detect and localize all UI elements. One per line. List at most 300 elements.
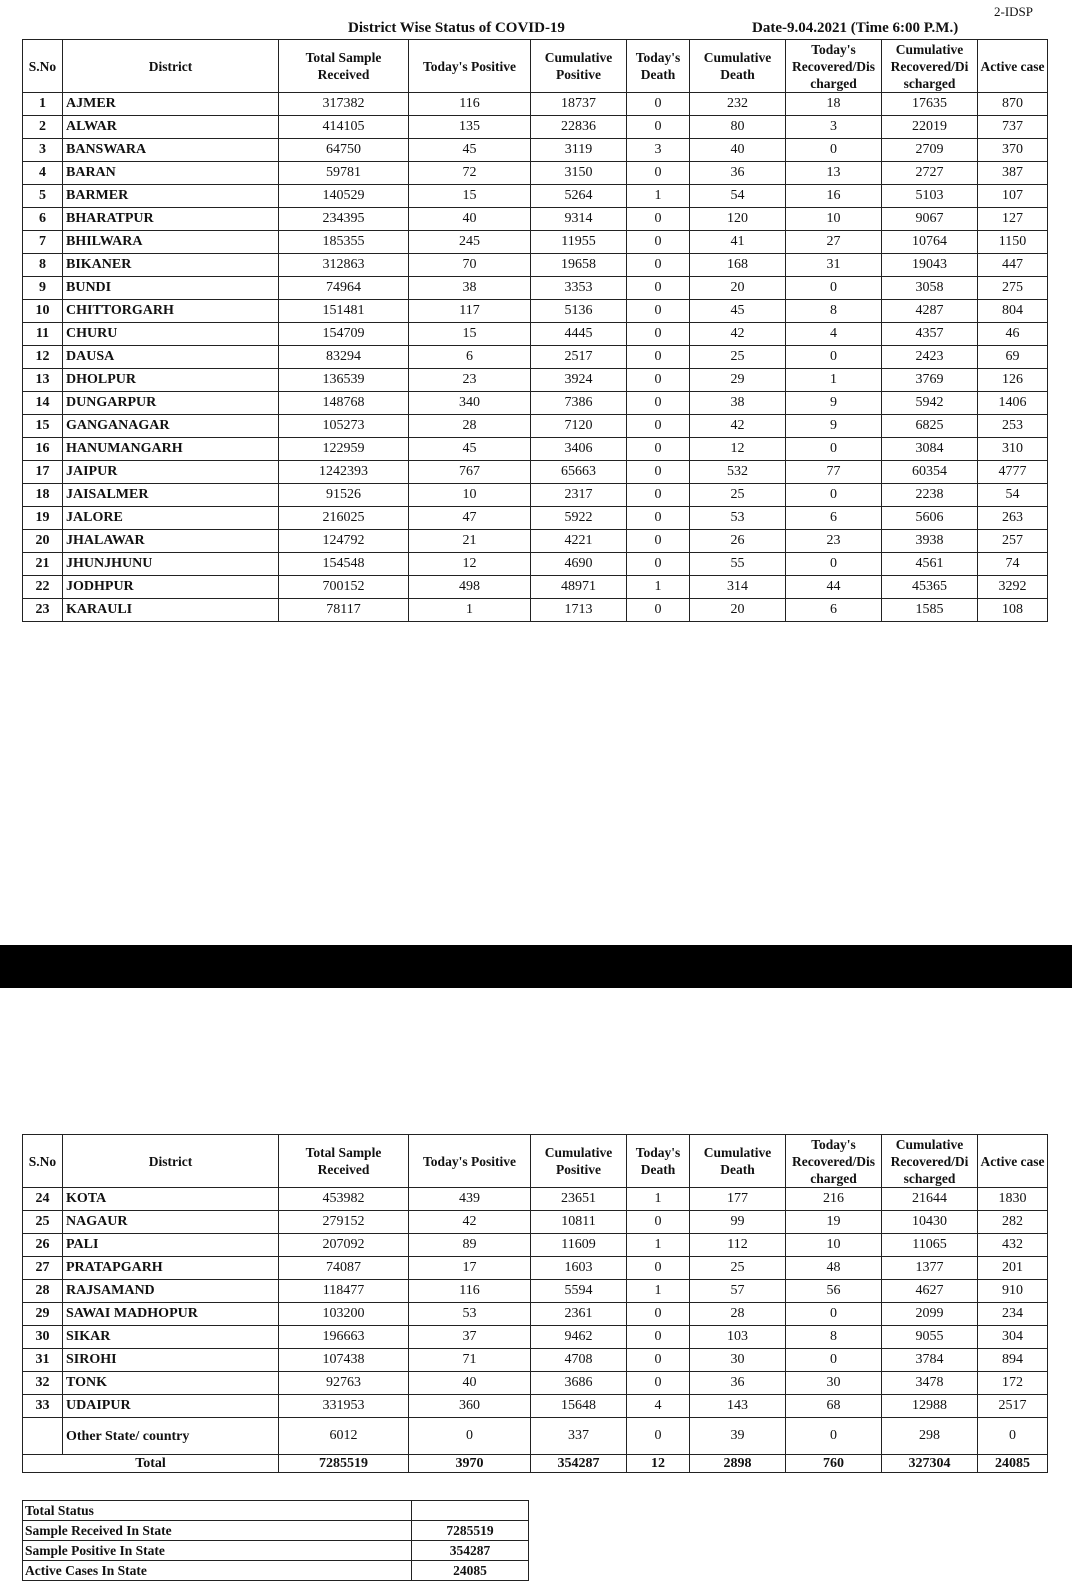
table-row <box>23 1257 1048 1280</box>
table-cell: 36 <box>690 1372 786 1395</box>
serial-number: 29 <box>23 1303 63 1326</box>
table-cell: 65663 <box>531 461 627 484</box>
table-cell: 0 <box>627 553 690 576</box>
table-cell: 10764 <box>882 231 978 254</box>
table-cell: 27 <box>786 231 882 254</box>
table-cell: 0 <box>627 369 690 392</box>
table-cell: 103200 <box>279 1303 409 1326</box>
table-row <box>23 1280 1048 1303</box>
district-name: JAIPUR <box>63 461 279 484</box>
table-cell: 28 <box>409 415 531 438</box>
document-title: District Wise Status of COVID-19 <box>348 20 565 36</box>
table-cell: 1 <box>627 1188 690 1211</box>
table-cell: 234395 <box>279 208 409 231</box>
table-cell: 23 <box>409 369 531 392</box>
table-cell: 0 <box>627 599 690 622</box>
table-cell: 3 <box>627 139 690 162</box>
serial-number: 9 <box>23 277 63 300</box>
status-value: 7285519 <box>412 1521 529 1541</box>
table-cell: 136539 <box>279 369 409 392</box>
district-name: JODHPUR <box>63 576 279 599</box>
serial-number: 4 <box>23 162 63 185</box>
table-row <box>23 553 1048 576</box>
header-todays-positive: Today's Positive <box>409 1135 531 1188</box>
total-cell: 760 <box>786 1455 882 1473</box>
district-name: DAUSA <box>63 346 279 369</box>
table-cell: 10 <box>786 208 882 231</box>
total-row <box>23 1455 1048 1473</box>
table-cell: 11609 <box>531 1234 627 1257</box>
table-cell: 360 <box>409 1395 531 1418</box>
table-cell: 312863 <box>279 254 409 277</box>
table-cell: 143 <box>690 1395 786 1418</box>
table-cell: 151481 <box>279 300 409 323</box>
table-cell: 4 <box>786 323 882 346</box>
district-name: BARAN <box>63 162 279 185</box>
table-cell: 6 <box>786 507 882 530</box>
header-todays-death: Today's Death <box>627 1135 690 1188</box>
table-cell: 57 <box>690 1280 786 1303</box>
table-cell: 340 <box>409 392 531 415</box>
table-cell: 0 <box>627 415 690 438</box>
total-cell: 3970 <box>409 1455 531 1473</box>
serial-number: 7 <box>23 231 63 254</box>
table-cell: 337 <box>531 1418 627 1455</box>
table-cell: 1 <box>627 1234 690 1257</box>
district-name: KOTA <box>63 1188 279 1211</box>
district-name: RAJSAMAND <box>63 1280 279 1303</box>
table-cell: 68 <box>786 1395 882 1418</box>
status-value: 354287 <box>412 1541 529 1561</box>
table-cell: 0 <box>409 1418 531 1455</box>
table-cell: 83294 <box>279 346 409 369</box>
table-cell: 36 <box>690 162 786 185</box>
table-cell: 804 <box>978 300 1048 323</box>
district-table-part-2 <box>22 1134 1048 1473</box>
table-cell: 92763 <box>279 1372 409 1395</box>
table-row <box>23 461 1048 484</box>
table-cell: 74 <box>978 553 1048 576</box>
table-row <box>23 1211 1048 1234</box>
table-cell: 72 <box>409 162 531 185</box>
table-cell: 15648 <box>531 1395 627 1418</box>
table-cell: 30 <box>786 1372 882 1395</box>
status-label: Sample Positive In State <box>23 1541 412 1561</box>
table-cell: 64750 <box>279 139 409 162</box>
table-cell: 38 <box>409 277 531 300</box>
table-cell: 5922 <box>531 507 627 530</box>
table-cell: 201 <box>978 1257 1048 1280</box>
table-cell: 498 <box>409 576 531 599</box>
table-cell: 870 <box>978 93 1048 116</box>
table-cell: 387 <box>978 162 1048 185</box>
table-cell: 1 <box>627 185 690 208</box>
table-cell: 16 <box>786 185 882 208</box>
table-cell: 9 <box>786 415 882 438</box>
table-cell: 5594 <box>531 1280 627 1303</box>
table-cell: 7386 <box>531 392 627 415</box>
table-cell: 3058 <box>882 277 978 300</box>
table-cell: 370 <box>978 139 1048 162</box>
table-cell: 120 <box>690 208 786 231</box>
table-cell: 0 <box>627 438 690 461</box>
table-cell: 46 <box>978 323 1048 346</box>
table-cell: 19658 <box>531 254 627 277</box>
table-row <box>23 530 1048 553</box>
table-cell: 25 <box>690 346 786 369</box>
table-cell: 11065 <box>882 1234 978 1257</box>
total-status-box <box>22 1500 529 1581</box>
table-cell: 245 <box>409 231 531 254</box>
table-cell: 0 <box>786 553 882 576</box>
district-name: JALORE <box>63 507 279 530</box>
header-active-case: Active case <box>978 1135 1048 1188</box>
table-cell: 29 <box>690 369 786 392</box>
table-cell: 80 <box>690 116 786 139</box>
table-cell: 4357 <box>882 323 978 346</box>
serial-number: 18 <box>23 484 63 507</box>
district-name: BUNDI <box>63 277 279 300</box>
district-name: BANSWARA <box>63 139 279 162</box>
table-cell: 56 <box>786 1280 882 1303</box>
table-cell: 89 <box>409 1234 531 1257</box>
table-cell: 1713 <box>531 599 627 622</box>
table-cell: 279152 <box>279 1211 409 1234</box>
table-cell: 148768 <box>279 392 409 415</box>
district-name: UDAIPUR <box>63 1395 279 1418</box>
header-total-sample: Total Sample Received <box>279 40 409 93</box>
table-row <box>23 162 1048 185</box>
table-cell: 2423 <box>882 346 978 369</box>
status-label: Active Cases In State <box>23 1561 412 1581</box>
table-cell: 22836 <box>531 116 627 139</box>
table-cell: 18737 <box>531 93 627 116</box>
serial-number: 23 <box>23 599 63 622</box>
table-cell: 11955 <box>531 231 627 254</box>
serial-number: 3 <box>23 139 63 162</box>
serial-number: 6 <box>23 208 63 231</box>
table-cell: 23651 <box>531 1188 627 1211</box>
table-cell: 3784 <box>882 1349 978 1372</box>
table-cell: 2727 <box>882 162 978 185</box>
district-name: SIKAR <box>63 1326 279 1349</box>
total-cell: 24085 <box>978 1455 1048 1473</box>
table-cell: 23 <box>786 530 882 553</box>
table-row <box>23 1349 1048 1372</box>
table-cell: 3938 <box>882 530 978 553</box>
table-cell: 19043 <box>882 254 978 277</box>
serial-number: 11 <box>23 323 63 346</box>
table-cell: 55 <box>690 553 786 576</box>
table-cell: 54 <box>690 185 786 208</box>
table-cell: 0 <box>786 1349 882 1372</box>
serial-number: 20 <box>23 530 63 553</box>
table-cell: 432 <box>978 1234 1048 1257</box>
serial-number: 28 <box>23 1280 63 1303</box>
table-cell: 3924 <box>531 369 627 392</box>
table-cell: 22019 <box>882 116 978 139</box>
table-row <box>23 1395 1048 1418</box>
table-row <box>23 139 1048 162</box>
table-cell: 2099 <box>882 1303 978 1326</box>
table-cell: 10811 <box>531 1211 627 1234</box>
table-cell: 894 <box>978 1349 1048 1372</box>
table-cell: 116 <box>409 1280 531 1303</box>
black-separator-band <box>0 945 1072 988</box>
table-cell: 1603 <box>531 1257 627 1280</box>
table-cell: 263 <box>978 507 1048 530</box>
table-cell: 4287 <box>882 300 978 323</box>
header-cumulative-positive: Cumulative Positive <box>531 1135 627 1188</box>
table-cell: 0 <box>627 1257 690 1280</box>
serial-number: 27 <box>23 1257 63 1280</box>
table-cell: 0 <box>627 484 690 507</box>
header-sno: S.No <box>23 1135 63 1188</box>
serial-number: 8 <box>23 254 63 277</box>
table-cell: 234 <box>978 1303 1048 1326</box>
table-cell: 135 <box>409 116 531 139</box>
district-name: ALWAR <box>63 116 279 139</box>
table-cell: 108 <box>978 599 1048 622</box>
district-name: BIKANER <box>63 254 279 277</box>
district-name: SIROHI <box>63 1349 279 1372</box>
table-cell: 0 <box>627 300 690 323</box>
table-cell: 4 <box>627 1395 690 1418</box>
table-cell: 3769 <box>882 369 978 392</box>
district-name: CHITTORGARH <box>63 300 279 323</box>
table-cell: 172 <box>978 1372 1048 1395</box>
table-cell: 118477 <box>279 1280 409 1303</box>
district-name: KARAULI <box>63 599 279 622</box>
table-cell: 9462 <box>531 1326 627 1349</box>
table-cell: 21644 <box>882 1188 978 1211</box>
table-row <box>23 323 1048 346</box>
serial-number: 10 <box>23 300 63 323</box>
table-cell: 2517 <box>978 1395 1048 1418</box>
table-cell: 232 <box>690 93 786 116</box>
table-cell: 1406 <box>978 392 1048 415</box>
table-cell: 0 <box>627 392 690 415</box>
table-row <box>23 1303 1048 1326</box>
serial-number: 12 <box>23 346 63 369</box>
serial-number: 5 <box>23 185 63 208</box>
district-table-part-1 <box>22 39 1048 622</box>
table-row <box>23 208 1048 231</box>
table-cell: 4445 <box>531 323 627 346</box>
serial-number: 31 <box>23 1349 63 1372</box>
table-cell: 5136 <box>531 300 627 323</box>
table-cell: 168 <box>690 254 786 277</box>
table-cell: 6 <box>409 346 531 369</box>
table-cell: 45 <box>409 438 531 461</box>
table-cell: 767 <box>409 461 531 484</box>
table-cell: 0 <box>627 162 690 185</box>
table-row <box>23 93 1048 116</box>
table-cell: 105273 <box>279 415 409 438</box>
table-cell: 28 <box>690 1303 786 1326</box>
table-cell: 0 <box>786 438 882 461</box>
district-name: AJMER <box>63 93 279 116</box>
header-district: District <box>63 40 279 93</box>
table-cell: 257 <box>978 530 1048 553</box>
table-cell: 77 <box>786 461 882 484</box>
table-cell: 532 <box>690 461 786 484</box>
table-cell: 60354 <box>882 461 978 484</box>
table-cell: 0 <box>627 231 690 254</box>
table-cell: 0 <box>786 1303 882 1326</box>
table-row <box>23 1188 1048 1211</box>
table-row <box>23 231 1048 254</box>
table-cell: 15 <box>409 323 531 346</box>
district-name: TONK <box>63 1372 279 1395</box>
table-cell: 1150 <box>978 231 1048 254</box>
status-value: 24085 <box>412 1561 529 1581</box>
table-cell: 42 <box>409 1211 531 1234</box>
table-cell: 154548 <box>279 553 409 576</box>
serial-number: 1 <box>23 93 63 116</box>
serial-number: 25 <box>23 1211 63 1234</box>
table-cell: 8 <box>786 1326 882 1349</box>
table-row <box>23 116 1048 139</box>
district-name: HANUMANGARH <box>63 438 279 461</box>
header-todays-death: Today's Death <box>627 40 690 93</box>
table-cell: 453982 <box>279 1188 409 1211</box>
table-cell: 40 <box>409 1372 531 1395</box>
table-row <box>23 415 1048 438</box>
table-cell: 40 <box>409 208 531 231</box>
table-row <box>23 369 1048 392</box>
district-name: CHURU <box>63 323 279 346</box>
table-cell: 59781 <box>279 162 409 185</box>
district-name: NAGAUR <box>63 1211 279 1234</box>
table-cell: 0 <box>627 1372 690 1395</box>
serial-number: 2 <box>23 116 63 139</box>
table-cell: 4561 <box>882 553 978 576</box>
table-cell: 3150 <box>531 162 627 185</box>
table-cell: 154709 <box>279 323 409 346</box>
district-name: GANGANAGAR <box>63 415 279 438</box>
total-label: Total <box>23 1455 279 1473</box>
table-cell: 0 <box>627 461 690 484</box>
district-name: BARMER <box>63 185 279 208</box>
table-cell: 3353 <box>531 277 627 300</box>
header-cumulative-recovered: Cumulative Recovered/Di scharged <box>882 40 978 93</box>
table-cell: 74087 <box>279 1257 409 1280</box>
table-cell: 0 <box>627 93 690 116</box>
table-cell: 317382 <box>279 93 409 116</box>
table-cell: 99 <box>690 1211 786 1234</box>
header-todays-recovered: Today's Recovered/Dis charged <box>786 40 882 93</box>
table-cell: 3119 <box>531 139 627 162</box>
table-cell: 185355 <box>279 231 409 254</box>
total-cell: 327304 <box>882 1455 978 1473</box>
table-cell: 3478 <box>882 1372 978 1395</box>
serial-number: 17 <box>23 461 63 484</box>
table-cell: 38 <box>690 392 786 415</box>
table-cell: 298 <box>882 1418 978 1455</box>
table-cell: 0 <box>627 1349 690 1372</box>
table-cell: 3292 <box>978 576 1048 599</box>
table-cell: 4777 <box>978 461 1048 484</box>
table-cell: 0 <box>627 254 690 277</box>
table-cell: 18 <box>786 93 882 116</box>
district-name: PALI <box>63 1234 279 1257</box>
table-cell: 30 <box>690 1349 786 1372</box>
serial-number: 32 <box>23 1372 63 1395</box>
serial-number: 16 <box>23 438 63 461</box>
table-cell: 20 <box>690 599 786 622</box>
table-cell: 447 <box>978 254 1048 277</box>
table-cell: 17 <box>409 1257 531 1280</box>
header-cumulative-recovered: Cumulative Recovered/Di scharged <box>882 1135 978 1188</box>
table-cell: 216025 <box>279 507 409 530</box>
header-district: District <box>63 1135 279 1188</box>
table-cell: 0 <box>627 277 690 300</box>
table-cell: 4690 <box>531 553 627 576</box>
table-cell: 0 <box>978 1418 1048 1455</box>
table-cell: 103 <box>690 1326 786 1349</box>
table-cell: 17635 <box>882 93 978 116</box>
table-cell: 26 <box>690 530 786 553</box>
table-cell: 0 <box>627 1326 690 1349</box>
district-name: DHOLPUR <box>63 369 279 392</box>
table-row <box>23 484 1048 507</box>
serial-number: 30 <box>23 1326 63 1349</box>
table-cell: 0 <box>786 1418 882 1455</box>
table-cell: 1 <box>627 576 690 599</box>
table-row <box>23 599 1048 622</box>
table-cell: 20 <box>690 277 786 300</box>
status-heading: Total Status <box>23 1501 412 1521</box>
table-cell: 25 <box>690 1257 786 1280</box>
table-cell: 737 <box>978 116 1048 139</box>
table-cell: 45 <box>690 300 786 323</box>
table-cell: 25 <box>690 484 786 507</box>
table-cell: 3406 <box>531 438 627 461</box>
district-name: BHARATPUR <box>63 208 279 231</box>
table-cell: 5942 <box>882 392 978 415</box>
table-cell: 2238 <box>882 484 978 507</box>
table-cell: 2709 <box>882 139 978 162</box>
table-cell: 6 <box>786 599 882 622</box>
table-row <box>23 185 1048 208</box>
table-cell: 9055 <box>882 1326 978 1349</box>
table-cell: 15 <box>409 185 531 208</box>
table-row <box>23 1372 1048 1395</box>
table-cell: 3686 <box>531 1372 627 1395</box>
status-label: Sample Received In State <box>23 1521 412 1541</box>
table-cell: 331953 <box>279 1395 409 1418</box>
table-cell: 3084 <box>882 438 978 461</box>
table-cell: 4708 <box>531 1349 627 1372</box>
table-cell: 7120 <box>531 415 627 438</box>
table-cell: 6825 <box>882 415 978 438</box>
table-cell: 910 <box>978 1280 1048 1303</box>
table-cell: 1 <box>627 1280 690 1303</box>
header-cumulative-positive: Cumulative Positive <box>531 40 627 93</box>
district-name: JHALAWAR <box>63 530 279 553</box>
total-cell: 7285519 <box>279 1455 409 1473</box>
table-cell: 253 <box>978 415 1048 438</box>
table-row <box>23 392 1048 415</box>
table-cell: 117 <box>409 300 531 323</box>
table-cell: 124792 <box>279 530 409 553</box>
total-cell: 2898 <box>690 1455 786 1473</box>
table-cell: 126 <box>978 369 1048 392</box>
table-row <box>23 1326 1048 1349</box>
table-cell: 2361 <box>531 1303 627 1326</box>
header-cumulative-death: Cumulative Death <box>690 1135 786 1188</box>
